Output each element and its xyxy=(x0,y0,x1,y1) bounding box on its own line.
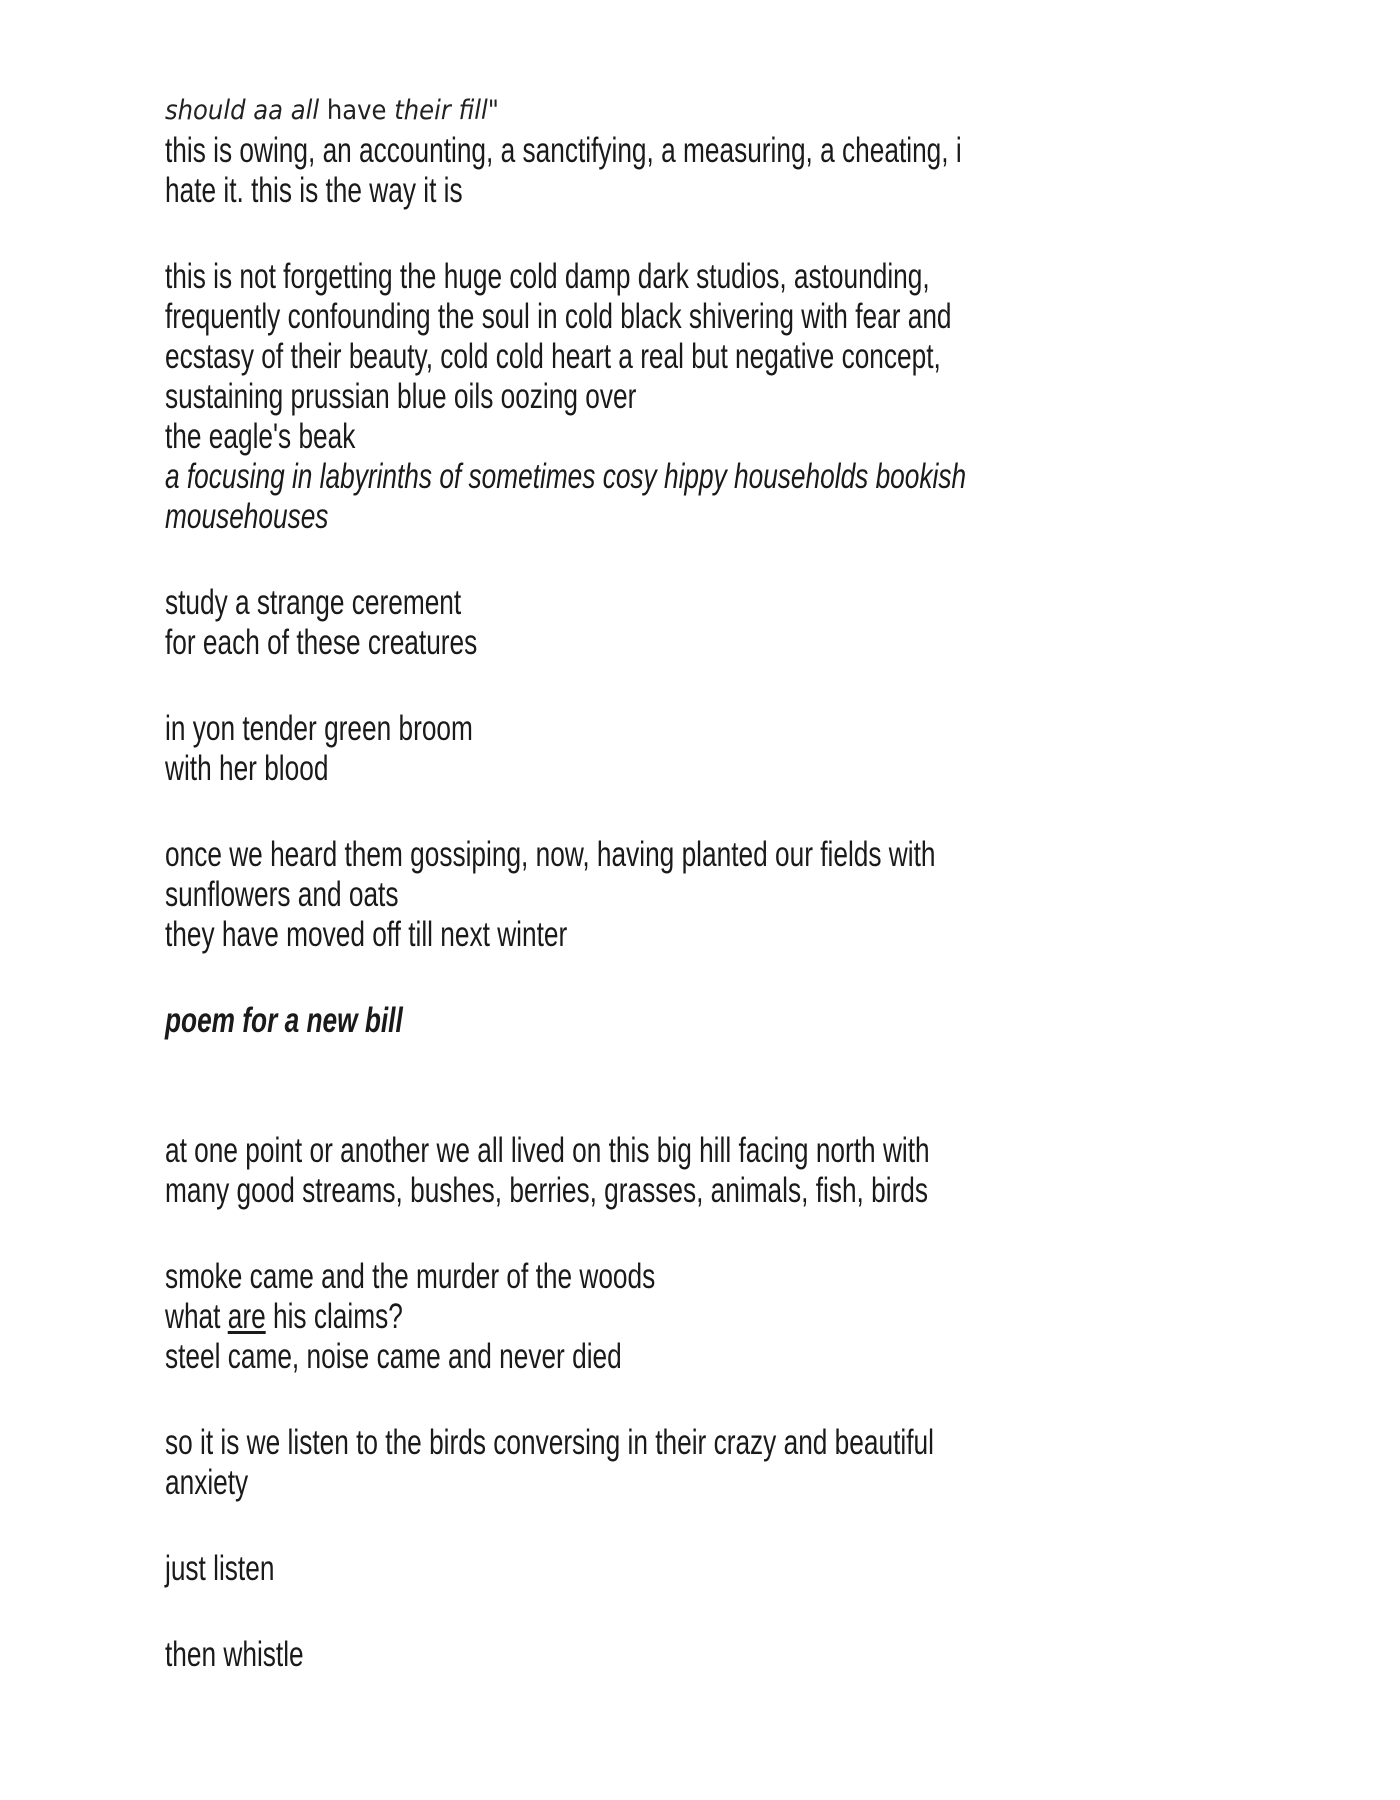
poem-line xyxy=(165,1549,1061,1589)
text-segment: just listen xyxy=(165,1549,275,1588)
poem-line xyxy=(165,131,1061,171)
text-segment: should aa all xyxy=(165,95,327,126)
poem-line xyxy=(165,417,1061,457)
stanza-10 xyxy=(165,1635,1360,1675)
poem-line xyxy=(165,583,1061,623)
poem-line xyxy=(165,1131,1061,1171)
text-segment: in yon tender green broom xyxy=(165,709,473,748)
stanza-4 xyxy=(165,709,1360,789)
text-segment: sunflowers and oats xyxy=(165,875,399,914)
stanza-6 xyxy=(165,1131,1360,1211)
text-segment: they have moved off till next winter xyxy=(165,915,568,954)
poem-line xyxy=(165,1257,1061,1297)
text-segment: their fill" xyxy=(394,95,499,126)
text-segment: a focusing in labyrinths of sometimes cosy hippy households bookish xyxy=(165,457,967,496)
poem-line xyxy=(165,457,1061,497)
stanza-7 xyxy=(165,1257,1360,1377)
text-segment: frequently confounding the soul in cold black shivering with fear and xyxy=(165,297,952,336)
poem-line xyxy=(165,749,1061,789)
text-segment: so it is we listen to the birds conversing in their crazy and beautiful xyxy=(165,1423,934,1462)
stanza-8 xyxy=(165,1423,1360,1503)
stanza-3 xyxy=(165,583,1360,663)
poem-title xyxy=(165,1001,1360,1041)
poem-line xyxy=(165,835,1061,875)
poem-line xyxy=(165,1337,1061,1377)
poem-line xyxy=(165,915,1061,955)
poem-line xyxy=(165,257,1061,297)
text-segment: anxiety xyxy=(165,1463,249,1502)
text-segment: are xyxy=(227,1297,266,1336)
text-segment: for each of these creatures xyxy=(165,623,478,662)
text-segment: his claims? xyxy=(265,1297,403,1336)
stanza-5 xyxy=(165,835,1360,955)
poem-line xyxy=(165,91,1241,131)
poem-line xyxy=(165,623,1061,663)
text-segment: poem for a new bill xyxy=(165,1001,403,1040)
poem-line xyxy=(165,1423,1061,1463)
stanza-9 xyxy=(165,1549,1360,1589)
poem-line xyxy=(165,1297,1061,1337)
text-segment: hate it. this is the way it is xyxy=(165,171,463,210)
stanza-2 xyxy=(165,257,1360,537)
poem-line xyxy=(165,171,1061,211)
poem-line xyxy=(165,497,1061,537)
text-segment: with her blood xyxy=(165,749,329,788)
stanza-1 xyxy=(165,91,1360,211)
text-segment: sustaining prussian blue oils oozing over xyxy=(165,377,637,416)
text-segment: many good streams, bushes, berries, grasses, animals, fish, birds xyxy=(165,1171,929,1210)
poem-line xyxy=(165,337,1061,377)
poem-line xyxy=(165,1001,1061,1041)
poem-line xyxy=(165,875,1061,915)
text-segment: this is owing, an accounting, a sanctifying, a measuring, a cheating, i xyxy=(165,131,962,170)
poem-line xyxy=(165,377,1061,417)
text-segment: steel came, noise came and never died xyxy=(165,1337,622,1376)
text-segment: study a strange cerement xyxy=(165,583,462,622)
poem-line xyxy=(165,297,1061,337)
text-segment: mousehouses xyxy=(165,497,329,536)
text-segment: this is not forgetting the huge cold damp dark studios, astounding, xyxy=(165,257,930,296)
poem-line xyxy=(165,1463,1061,1503)
text-segment: the eagle's beak xyxy=(165,417,356,456)
text-segment: ecstasy of their beauty, cold cold heart a real but negative concept, xyxy=(165,337,941,376)
text-segment: then whistle xyxy=(165,1635,304,1674)
poem-line xyxy=(165,1635,1061,1675)
document-content xyxy=(165,91,1360,1675)
text-segment: once we heard them gossiping, now, having planted our fields with xyxy=(165,835,936,874)
text-segment: what xyxy=(165,1297,228,1336)
poem-line xyxy=(165,709,1061,749)
poem-line xyxy=(165,1171,1061,1211)
text-segment: smoke came and the murder of the woods xyxy=(165,1257,656,1296)
text-segment: at one point or another we all lived on this big hill facing north with xyxy=(165,1131,930,1170)
text-segment: have xyxy=(326,95,395,126)
